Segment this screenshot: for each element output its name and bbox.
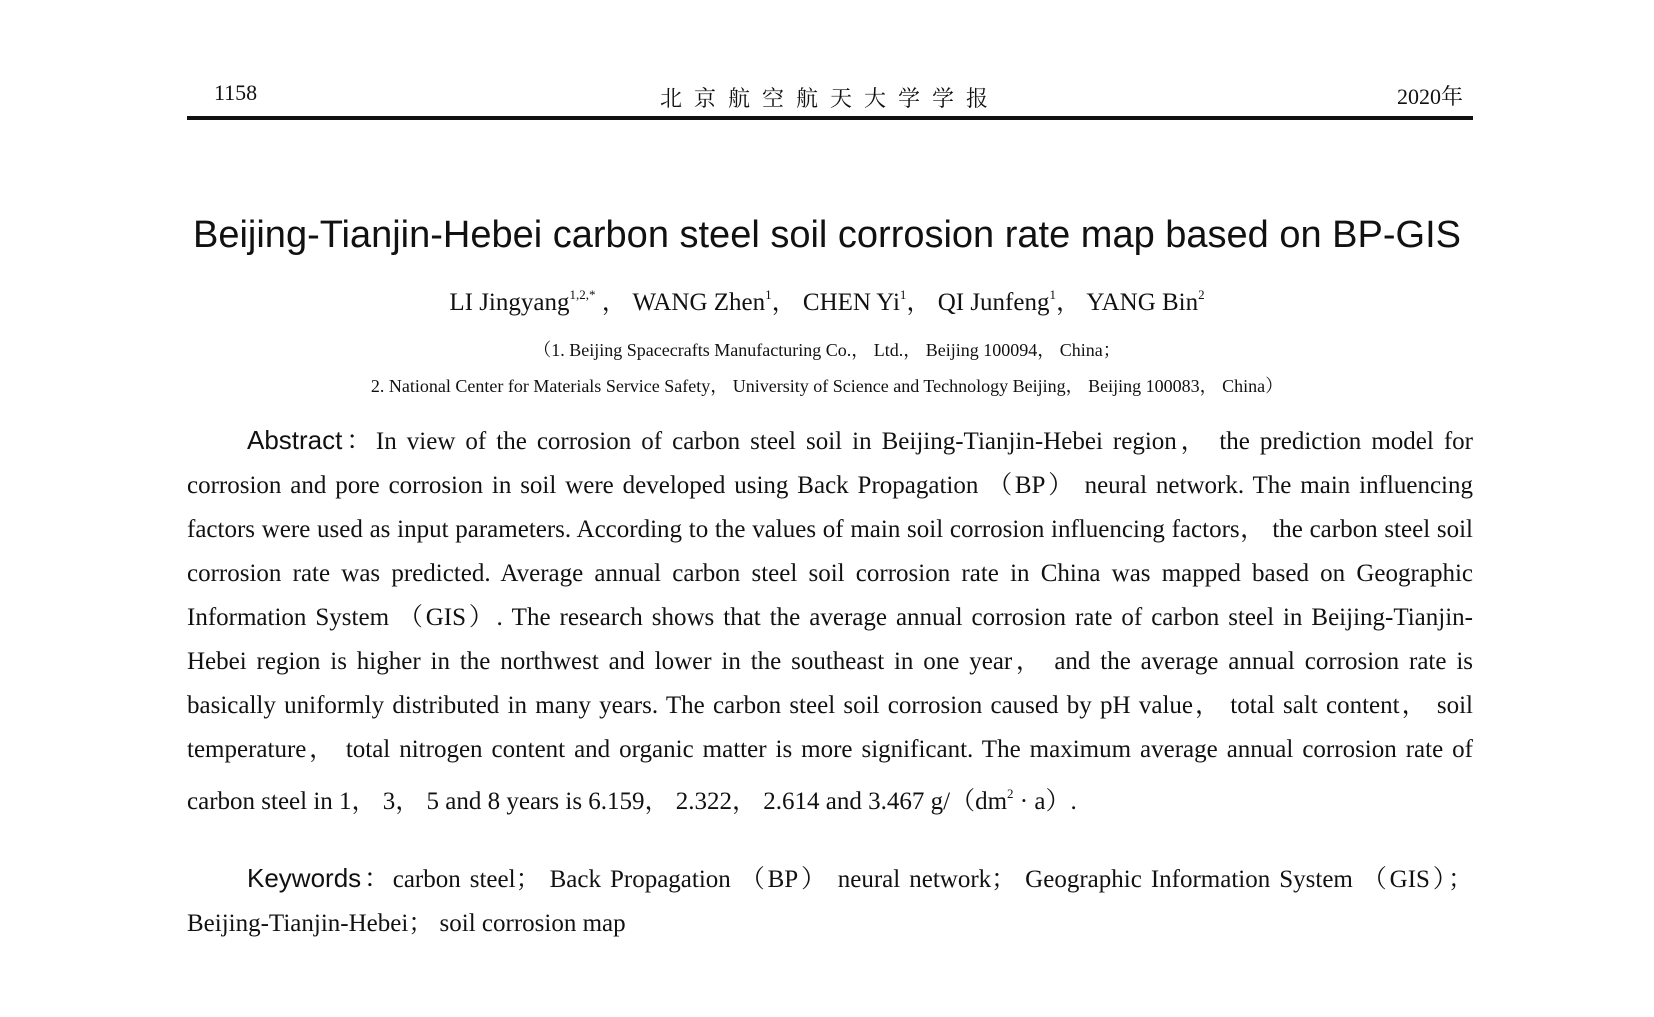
abstract-label: Abstract： — [247, 425, 376, 455]
keywords-label: Keywords： — [247, 863, 393, 893]
author: WANG Zhen$^1$， — [632, 287, 797, 316]
page-header — [187, 76, 1473, 120]
paper-title: Beijing-Tianjin-Hebei carbon steel soil corrosion rate map based on BP-GIS — [193, 214, 1461, 256]
author: QI Junfeng$^1$， — [937, 287, 1081, 316]
publication-year: 2020年 — [1396, 84, 1463, 109]
abstract — [187, 418, 1473, 824]
abstract-text: In view of the corrosion of carbon steel soil in Beijing-Tianjin-Hebei region， the prediction model for corrosion and pore corrosion in soil were developed using Back Propagation （BP） neural network. The main influencing factors were used as input parameters. According to the values of main soil corrosion influencing factors， the carbon steel soil corrosion rate was predicted. Average annual carbon steel soil corrosion rate in China was mapped based on Geographic Information System （GIS）. The research shows that the average annual corrosion rate of carbon steel in Beijing-Tianjin-Hebei region is higher in the northwest and lower in the southeast in one year， and the average annual corrosion rate is basically uniformly distributed in many years. The carbon steel soil corrosion caused by pH value， total salt content， soil temperature， total nitrogen content and organic matter is more significant. The maximum average annual corrosion rate of carbon steel in 1， 3， 5 and 8 years is 6.159， 2.322， 2.614 and 3.467 g/（dm — [187, 428, 1473, 815]
page-number: 1158 — [214, 80, 258, 105]
author-list — [0, 282, 1654, 318]
author: YANG Bin$^2$ — [1086, 287, 1205, 316]
author: CHEN Yi$^1$， — [802, 287, 932, 316]
affiliation-2: 2. National Center for Materials Service Safety， University of Science and Technology Beijing， Beijing 100083， China） — [370, 376, 1284, 396]
unit-superscript: 2 — [1007, 786, 1014, 801]
journal-name: 北京航空航天大学学报 — [659, 87, 1000, 112]
affiliation-1: （1. Beijing Spacecrafts Manufacturing Co.， Ltd.， Beijing 100094， China； — [533, 340, 1121, 360]
abstract-text-end: · a）. — [1013, 788, 1077, 815]
author: LI Jingyang$^{1,2,*}$ ， — [449, 287, 627, 316]
keywords-text: carbon steel； Back Propagation （BP） neural network； Geographic Information System （GIS）； Beijing-Tianjin-Hebei； soil corrosion map — [187, 866, 1473, 937]
keywords — [187, 856, 1473, 946]
